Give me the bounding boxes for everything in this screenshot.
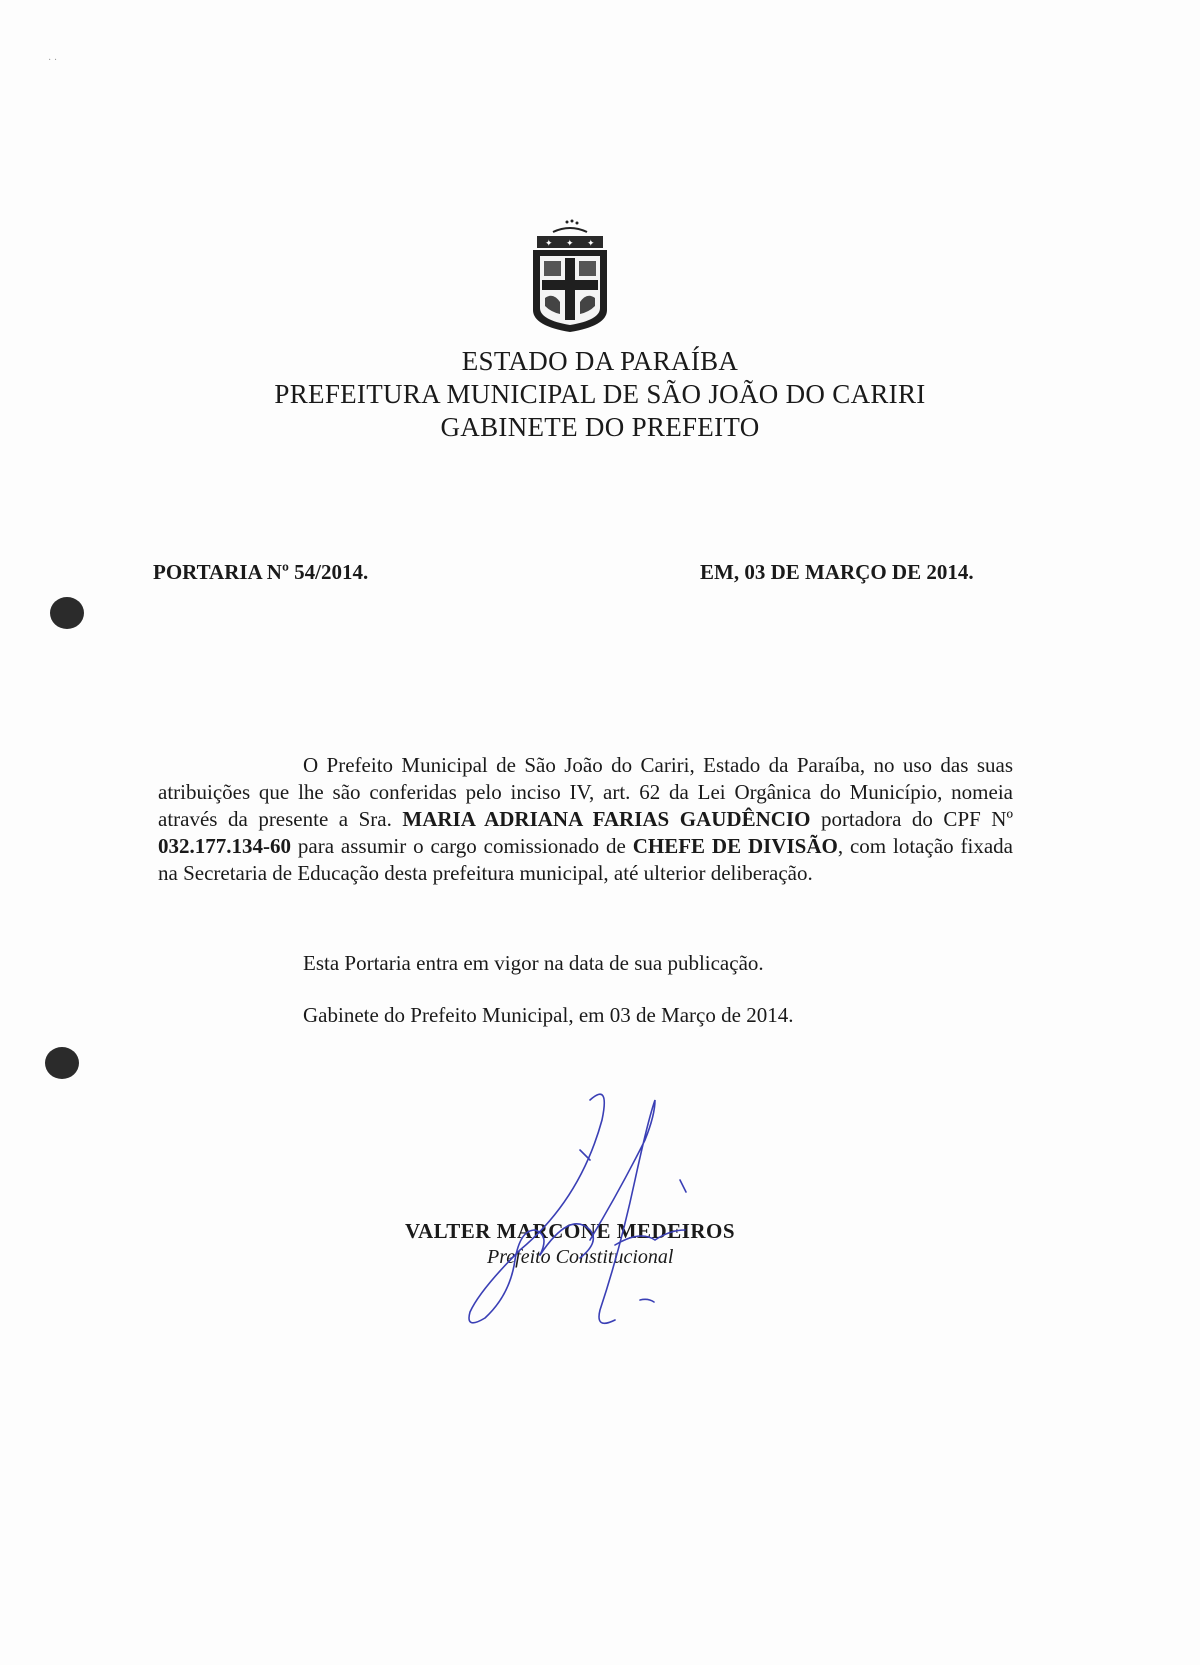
signatory-name: VALTER MARCONE MEDEIROS <box>405 1219 736 1243</box>
portaria-date: EM, 03 DE MARÇO DE 2014. <box>700 560 974 584</box>
handwritten-signature-icon <box>440 1080 740 1330</box>
scan-speck: · · <box>48 55 58 66</box>
letterhead-state: ESTADO DA PARAÍBA <box>461 346 739 376</box>
letterhead-office: GABINETE DO PREFEITO <box>440 412 760 442</box>
paragraph-text: portadora do CPF Nº <box>810 807 1013 831</box>
closing-paragraph: Gabinete do Prefeito Municipal, em 03 de Março de 2014. <box>303 1003 794 1027</box>
punch-hole-icon <box>45 1047 79 1079</box>
position-title: CHEFE DE DIVISÃO <box>632 834 838 858</box>
svg-text:✦: ✦ <box>545 238 553 248</box>
portaria-number: PORTARIA Nº 54/2014. <box>153 560 369 584</box>
cpf-number: 032.177.134-60 <box>158 834 291 858</box>
letterhead <box>0 345 1200 444</box>
validity-paragraph: Esta Portaria entra em vigor na data de sua publicação. <box>303 951 764 975</box>
municipal-coat-of-arms-icon <box>527 218 613 336</box>
paragraph-text: para assumir o cargo comissionado de <box>291 834 633 858</box>
paragraph-text: O Prefeito Municipal de São João do Cariri, Estado da Paraíba, no uso das suas atribuições que lhe são conferidas pelo inciso IV, art. 62 da Lei Orgânica do Município, nomeia através da presente a Sra. <box>158 753 1013 831</box>
svg-text:✦: ✦ <box>587 238 595 248</box>
svg-text:✦: ✦ <box>566 238 574 248</box>
paragraph-text: , com lotação fixada na Secretaria de Educação desta prefeitura municipal, até ulterior deliberação. <box>158 834 1013 885</box>
appointment-paragraph <box>158 752 1013 887</box>
appointee-name: MARIA ADRIANA FARIAS GAUDÊNCIO <box>402 807 811 831</box>
punch-hole-icon <box>50 597 84 629</box>
signatory-title: Prefeito Constitucional <box>487 1246 674 1268</box>
letterhead-municipality: PREFEITURA MUNICIPAL DE SÃO JOÃO DO CARIRI <box>274 379 926 409</box>
